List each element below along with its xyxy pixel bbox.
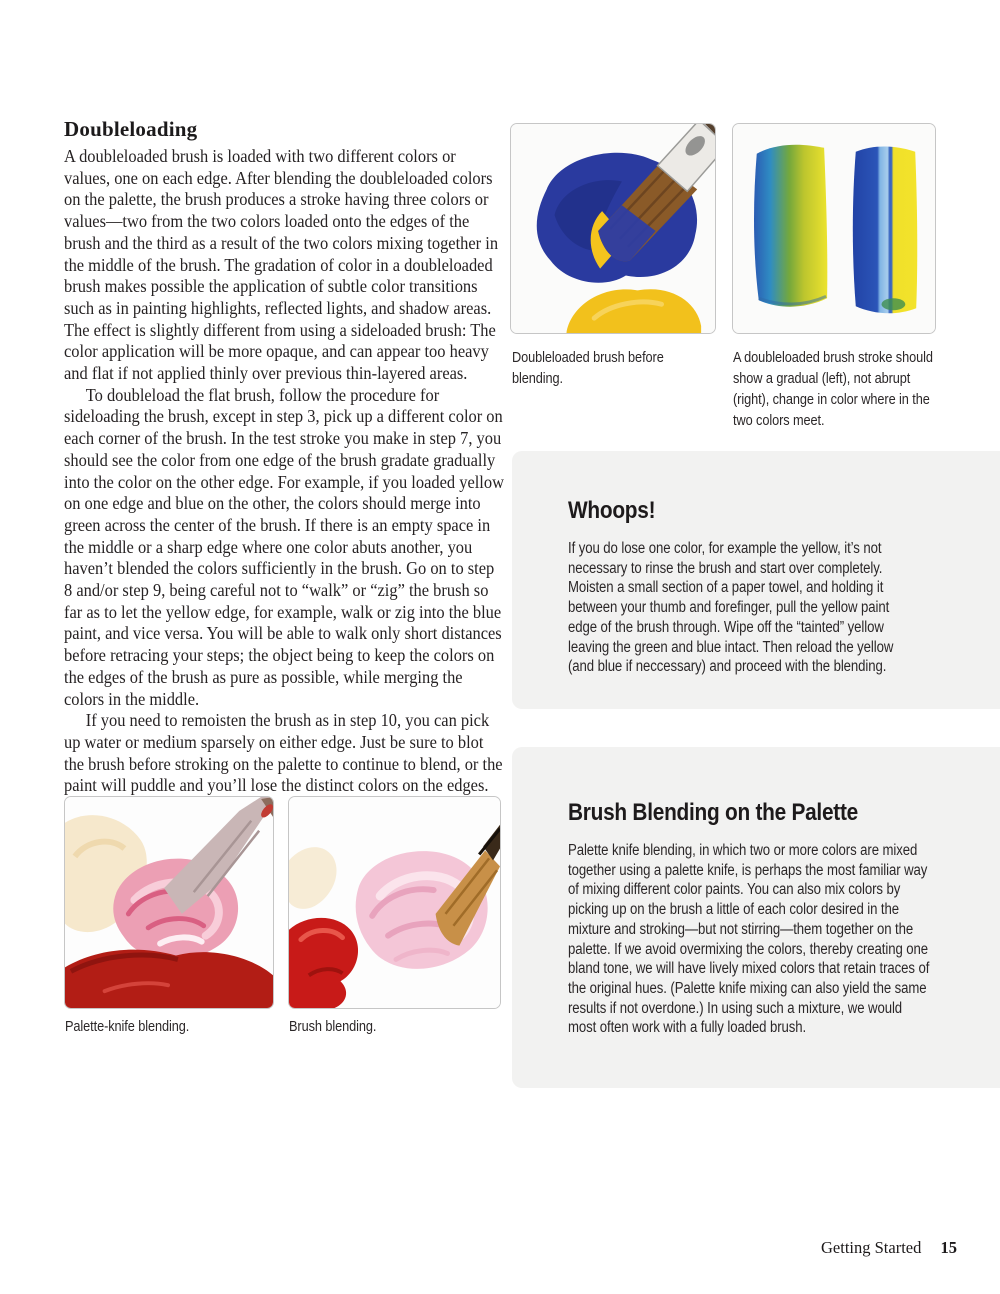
stroke-comparison-illustration (733, 124, 935, 333)
sidebar-whoops (512, 451, 1000, 709)
section-heading: Doubleloading (64, 117, 198, 141)
brush-blending-illustration (289, 797, 500, 1008)
article-column (64, 116, 534, 797)
sidebar-whoops-content (568, 498, 903, 677)
body-paragraph-1: A doubleloaded brush is loaded with two different colors or values, one on each edge. After blending the doubleloaded colors on the palette, the brush produces a stroke having three colors or values—two from the two colors loaded onto the edges of the brush and the third as a result of the two colors mixing together in the middle of the brush. The gradation of color in a doubleloaded brush makes possible the application of subtle color transitions such as in painting highlights, reflected lights, and shadow areas. The effect is slightly different from using a sideloaded brush: The color application will be more opaque, and can appear too heavy and flat if not applied thinly over previous thin-layered areas. (64, 146, 499, 384)
page-number: 15 (940, 1238, 957, 1257)
sidebar-title: Brush Blending on the Palette (568, 799, 858, 826)
sidebar-body: Palette knife blending, in which two or more colors are mixed together using a palette knife, is perhaps the most familiar way of mixing different color paints. You can also mix colors by picking up on the brush a little of each color desired in the mixture and stroking—but not stirring—them together on the palette. If we avoid overmixing the colors, thereby creating one bland tone, we will have lively mixed colors that retain traces of the original hues. (Palette knife mixing can also yield the same results if not overdone.) In using such a mixture, we would most often work with a fully loaded brush. (568, 842, 930, 1037)
brush-blending-photo (288, 796, 501, 1009)
figure-caption: A doubleloaded brush stroke should show a gradual (left), not abrupt (right), change in color where in the two colors meet. (733, 349, 933, 429)
palette-knife-illustration (65, 797, 273, 1008)
palette-knife-photo (64, 796, 274, 1009)
sidebar-title: Whoops! (568, 497, 656, 524)
body-paragraph-2: To doubleload the flat brush, follow the procedure for sideloading the brush, except in step 3, pick up a different color on each corner of the brush. In the test stroke you make in step 7, you should see the color from one edge of the brush gradate gradually into the color on the other edge. For example, if you loaded yellow on one edge and blue on the other, the colors should merge into green across the center of the brush. If there is an empty space in the middle or a sharp edge where one color abuts another, you haven’t blended the colors sufficiently in the brush. Go on to step 8 and/or step 9, being careful not to “walk” or “zig” the brush so far as to let the yellow edge, for example, walk or zig into the blue paint, and vice versa. You will be able to walk only short distances before retracing your steps; the object being to keep the colors on the edges of the brush as pure as possible, while merging the colors in the middle. (64, 384, 504, 709)
figure-caption: Brush blending. (289, 1018, 377, 1035)
sidebar-body: If you do lose one color, for example the yellow, it’s not necessary to rinse the brush and start over completely. Moisten a small section of a paper towel, and holding it between your thumb and forefinger, pull the yellow paint edge of the brush through. Wipe off the “tainted” yellow leaving the green and blue intact. Then reload the yellow (and blue if neccessary) and proceed with the blending. (568, 540, 894, 676)
body-copy (64, 146, 504, 797)
sidebar-brush-blending-content (568, 800, 932, 1038)
doubleloaded-brush-illustration (511, 124, 715, 333)
figure-caption: Palette-knife blending. (65, 1018, 190, 1035)
sidebar-brush-blending (512, 747, 1000, 1088)
running-footer (0, 1238, 957, 1258)
stroke-comparison-photo (732, 123, 936, 334)
doubleloaded-brush-photo (510, 123, 716, 334)
footer-section-label: Getting Started (821, 1238, 922, 1257)
body-paragraph-3: If you need to remoisten the brush as in step 10, you can pick up water or medium sparsely on either edge. Just be sure to blot the brush before stroking on the palette to continue to blend, or the paint will puddle and you’ll lose the distinct colors on the edges. (64, 710, 503, 796)
figure-caption: Doubleloaded brush before blending. (512, 349, 664, 387)
